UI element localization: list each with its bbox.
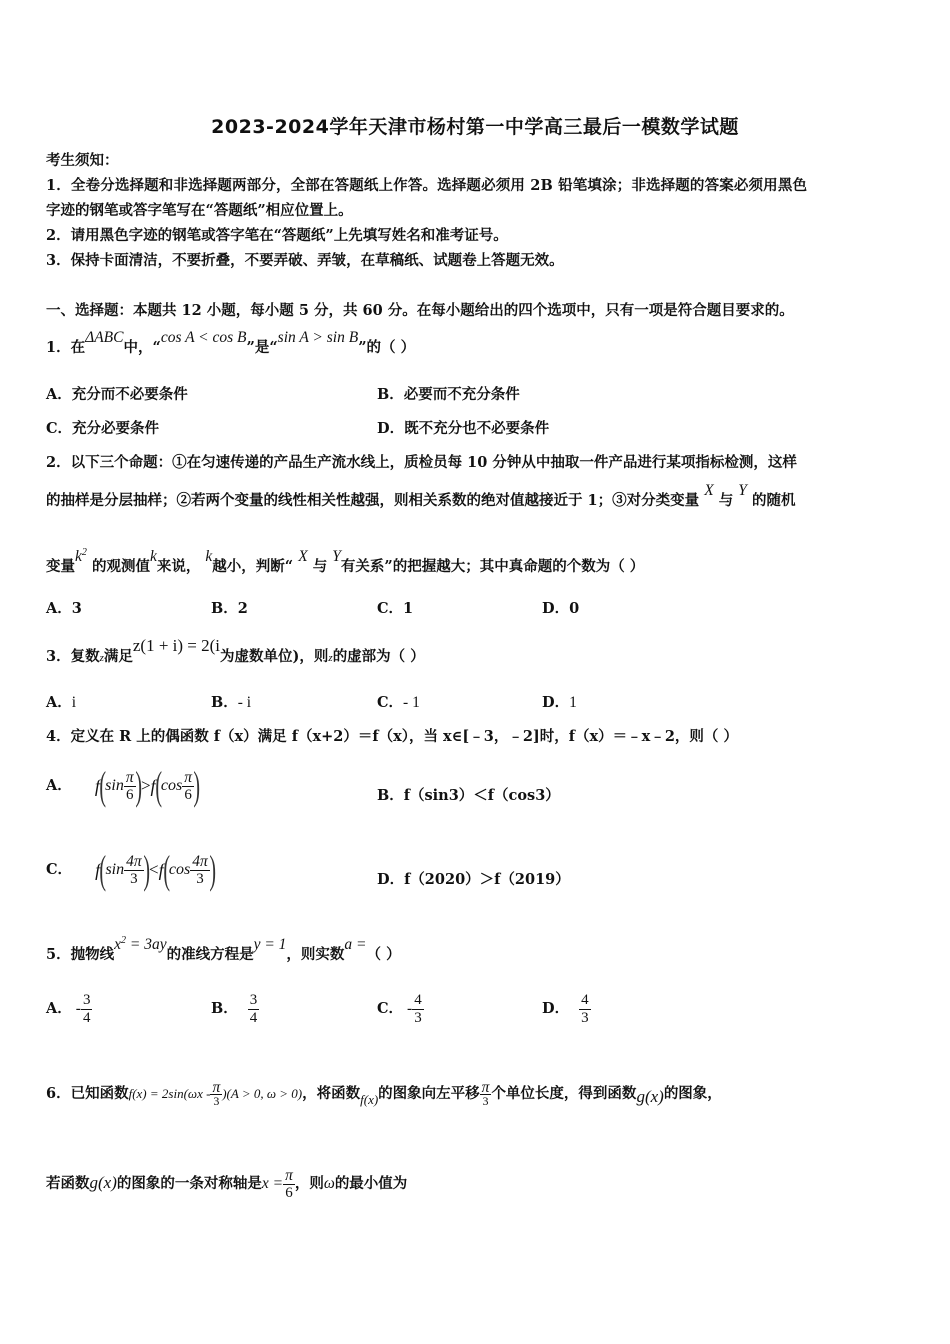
q1-text-2: 中，“	[123, 339, 161, 356]
q2-line-2	[46, 482, 796, 511]
q5-option-c[interactable]	[377, 990, 424, 1028]
q2-k-1: k	[149, 548, 157, 566]
notice-item-1b: 字迹的钢笔或答字笔写在“答题纸”相应位置上。	[46, 202, 353, 219]
q2-text-3e: 与	[312, 558, 328, 576]
q4-a-rparen-2: )	[193, 763, 200, 808]
q3-a-value: i	[71, 694, 77, 711]
q3-d-label: D．	[542, 694, 570, 711]
q4-a-frac-2	[182, 769, 194, 804]
q5-c-num: 4	[414, 991, 422, 1008]
q4-c-relation: <	[148, 860, 159, 879]
q3-d-value: 1	[569, 694, 577, 711]
q4-a-fn1: sin	[105, 777, 124, 794]
q6-omega: ω	[323, 1175, 335, 1192]
q5-b-label: B．	[211, 1000, 238, 1017]
q6-text-6: 若函数	[46, 1175, 90, 1192]
q4-c-label: C．	[46, 861, 73, 878]
q1-condition-1: cos A < cos B	[160, 329, 247, 346]
q5-eq-rest: = 3ay	[125, 936, 167, 954]
q5-eq-x: x	[114, 936, 121, 954]
q3-option-a[interactable]	[46, 693, 76, 713]
q4-c-fn1: sin	[105, 861, 125, 878]
q4-a-f2: f	[150, 776, 156, 796]
q2-text-3f: 有关系”的把握越大；其中真命题的个数为（ ）	[340, 558, 645, 576]
q4-a-den-2: 6	[184, 786, 192, 803]
q4-c-frac-2	[190, 853, 210, 888]
q2-var-x: X	[704, 482, 714, 499]
q5-directrix: y = 1	[253, 936, 287, 954]
q6-text-2: ，将函数	[302, 1085, 361, 1102]
q2-text-2c: 的随机	[751, 492, 796, 509]
q5-c-frac	[412, 992, 424, 1027]
q6-text-4: 个单位长度，得到函数	[491, 1085, 637, 1102]
q5-d-frac	[579, 992, 591, 1027]
q1-option-d[interactable]: D．既不充分也不必要条件	[377, 420, 550, 437]
q5-equation	[114, 936, 166, 953]
question-3	[46, 636, 425, 668]
q6-text-8: ，则	[294, 1175, 324, 1192]
q3-a-label: A．	[46, 694, 72, 711]
q6-text-1: 6．已知函数	[46, 1085, 129, 1102]
q6-func-b	[222, 1086, 302, 1101]
q5-b-den: 4	[249, 1009, 258, 1026]
q6-shift-num: π	[481, 1078, 490, 1096]
q6-text-5: 的图象，	[663, 1085, 722, 1102]
q2-text-2a: 的抽样是分层抽样；②若两个变量的线性相关性越强，则相关系数的绝对值越接近于 1；③对分类变量	[46, 492, 700, 509]
q4-a-relation: >	[140, 776, 151, 795]
q6-text-9: 的最小值为	[334, 1175, 408, 1192]
q4-a-num-1: π	[125, 768, 134, 786]
q4-a-lparen-1: (	[99, 763, 106, 808]
q5-a-den: 4	[82, 1009, 91, 1026]
q3-equation: z(1 + i) = 2(i	[132, 636, 221, 655]
q6-shift-den: 3	[482, 1093, 489, 1108]
q6-gx-2: g(x)	[89, 1173, 117, 1192]
q2-text-2b: 与	[718, 492, 734, 509]
q3-b-label: B．	[211, 694, 238, 711]
q1-option-a[interactable]: A．充分而不必要条件	[46, 386, 188, 403]
q6-text-7: 的图象的一条对称轴是	[116, 1175, 262, 1192]
q6-x-eq: x =	[261, 1175, 284, 1192]
q2-var-y: Y	[738, 482, 747, 499]
q6-axis-frac	[283, 1167, 295, 1202]
q5-a-label: A．	[46, 1000, 72, 1017]
q4-c-num-2: 4π	[192, 852, 208, 870]
q5-eq-sup: 2	[120, 935, 126, 946]
notice-item-2: 2．请用黑色字迹的钢笔或答字笔在“答题纸”上先填写姓名和准考证号。	[46, 227, 508, 244]
question-5	[46, 935, 401, 965]
q4-a-den-1: 6	[125, 786, 134, 803]
q2-line-1: 2．以下三个命题：①在匀速传递的产品生产流水线上，质检员每 10 分钟从中抽取一件产品进行某项指标检测，这样	[46, 454, 797, 471]
q6-gx: g(x)	[636, 1087, 664, 1106]
q4-c-num-1: 4π	[126, 852, 142, 870]
q5-d-num: 4	[581, 991, 589, 1008]
q2-option-b[interactable]: B．2	[211, 600, 248, 617]
q4-c-den-1: 3	[130, 870, 138, 887]
q2-k2-base: k	[75, 548, 82, 566]
q1-option-b[interactable]: B．必要而不充分条件	[377, 386, 520, 403]
q4-c-rparen-1: )	[142, 847, 150, 892]
q3-c-value: - 1	[403, 694, 420, 711]
q3-z-1: z	[99, 652, 104, 664]
q2-option-a[interactable]: A．3	[46, 600, 82, 617]
q2-option-c[interactable]: C．1	[377, 600, 414, 617]
q3-c-label: C．	[377, 694, 404, 711]
q6-shift-frac	[480, 1078, 492, 1108]
q4-c-fn2: cos	[168, 861, 191, 878]
page-title: 2023-2024学年天津市杨村第一中学高三最后一模数学试题	[211, 116, 739, 138]
notice-item-1a: 1．全卷分选择题和非选择题两部分，全部在答题纸上作答。选择题必须用 2B 铅笔填涂；非选择题的答案必须用黑色	[46, 177, 808, 194]
q6-text-3: 的图象向左平移	[378, 1085, 480, 1102]
q5-c-sign: -	[407, 1000, 413, 1017]
q4-c-lparen-1: (	[99, 847, 107, 892]
q1-option-c[interactable]: C．充分必要条件	[46, 420, 160, 437]
q6-axis-num: π	[285, 1166, 293, 1184]
q6-func-b-text: )(A > 0, ω > 0)	[222, 1086, 303, 1101]
q5-a-num: 3	[82, 991, 91, 1008]
q4-a-frac-1	[124, 769, 136, 804]
q5-c-label: C．	[377, 1000, 404, 1017]
q5-option-a[interactable]	[46, 990, 92, 1028]
q3-text-4: 的虚部为（ ）	[332, 648, 425, 665]
q3-text-2: 满足	[103, 648, 133, 665]
question-1	[46, 329, 416, 358]
q2-text-3b: 的观测值	[91, 558, 150, 576]
q5-option-b[interactable]	[211, 990, 259, 1028]
q6-func-den: 3	[213, 1093, 220, 1108]
q2-k2-exp: 2	[81, 547, 87, 558]
q1-text-1: 1．在	[46, 339, 86, 356]
q5-text-1: 5．抛物线	[46, 946, 115, 964]
q5-d-label: D．	[542, 1000, 570, 1017]
q6-func-a-text: f(x) = 2sin(ωx -	[128, 1086, 211, 1101]
q4-c-f1: f	[95, 860, 101, 880]
q5-a-frac	[81, 992, 93, 1027]
q4-c-frac-1	[124, 853, 144, 888]
notice-heading: 考生须知：	[46, 152, 119, 169]
q4-a-f1: f	[94, 776, 100, 796]
q5-text-4: （ ）	[366, 946, 401, 964]
q3-option-c[interactable]	[377, 693, 420, 713]
q2-text-3c: 来说，	[156, 558, 201, 576]
q3-text-1: 3．复数	[46, 648, 100, 665]
q4-a-lparen-2: (	[154, 763, 162, 808]
q4-c-f2: f	[158, 860, 164, 880]
notice-item-3: 3．保持卡面清洁，不要折叠，不要弄破、弄皱，在草稿纸、试题卷上答题无效。	[46, 252, 564, 269]
q5-c-den: 3	[414, 1009, 422, 1026]
q5-text-2: 的准线方程是	[166, 946, 254, 964]
q2-var-x-2: X	[298, 548, 308, 566]
q2-line-3	[46, 547, 645, 577]
q6-fx: f(x)	[360, 1092, 379, 1107]
q5-d-den: 3	[581, 1009, 589, 1026]
q1-text-4: ”的（ ）	[358, 339, 416, 356]
q4-a-rparen-1: )	[134, 763, 142, 808]
q4-option-c[interactable]	[46, 848, 215, 892]
q5-a: a =	[344, 936, 367, 954]
q4-c-rparen-2: )	[209, 847, 216, 892]
q3-z-2: z	[328, 652, 333, 664]
q3-option-d[interactable]	[542, 693, 577, 713]
q6-line-2	[46, 1163, 407, 1204]
q4-c-den-2: 3	[196, 870, 204, 887]
q6-func-frac	[210, 1078, 222, 1108]
q2-text-3d: 越小，判断“	[212, 558, 294, 576]
q6-func-a	[129, 1086, 211, 1101]
q6-line-1	[46, 1074, 722, 1120]
q4-a-label: A．	[46, 777, 72, 794]
q3-option-b[interactable]	[211, 693, 251, 713]
q3-text-3: 为虚数单位)，则	[220, 648, 329, 665]
q5-text-3: ，则实数	[286, 946, 345, 964]
q4-option-a[interactable]	[46, 764, 199, 808]
q4-a-num-2: π	[184, 768, 192, 786]
q4-option-d[interactable]: D．f（2020）＞f（2019）	[377, 871, 570, 888]
q2-option-d[interactable]: D．0	[542, 600, 580, 617]
q2-k-squared	[75, 548, 87, 565]
q6-axis-den: 6	[285, 1184, 293, 1201]
q6-func-num: π	[212, 1078, 221, 1096]
q4-c-lparen-2: (	[162, 847, 170, 892]
q3-b-value: - i	[237, 694, 252, 711]
q2-k-2: k	[205, 548, 213, 566]
section-heading: 一、选择题：本题共 12 小题，每小题 5 分，共 60 分。在每小题给出的四个选项中，只有一项是符合题目要求的。	[46, 302, 794, 319]
q4-option-b[interactable]: B．f（sin3）＜f（cos3）	[377, 787, 560, 804]
q4-a-fn2: cos	[160, 777, 183, 794]
q5-a-sign: -	[75, 1000, 81, 1017]
q1-triangle: ΔABC	[85, 329, 124, 346]
q5-option-d[interactable]	[542, 990, 591, 1028]
q2-var-y-2: Y	[332, 548, 341, 566]
q1-condition-2: sin A > sin B	[277, 329, 359, 346]
q1-text-3: ”是“	[246, 339, 278, 356]
q5-b-num: 3	[249, 991, 258, 1008]
q5-b-frac	[248, 992, 260, 1027]
q2-text-3a: 变量	[46, 558, 75, 576]
q4-stem: 4．定义在 R 上的偶函数 f（x）满足 f（x+2）＝f（x），当 x∈[﹣3，﹣2]时，f（x）＝﹣x﹣2，则（ ）	[46, 728, 738, 745]
